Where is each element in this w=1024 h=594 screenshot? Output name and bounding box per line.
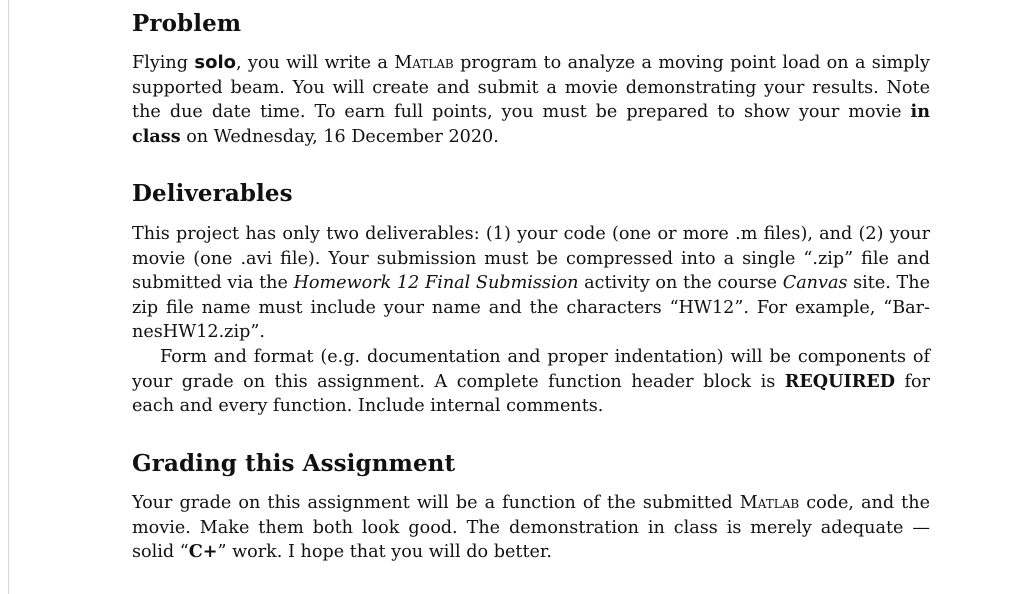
grading-heading: Grading this Assignment bbox=[132, 450, 456, 477]
problem-text-2: , you will write a bbox=[235, 53, 395, 73]
activity-name: Homework 12 Final Submission bbox=[293, 273, 579, 293]
page-left-border bbox=[8, 0, 9, 594]
canvas-name: Canvas bbox=[782, 273, 848, 293]
solo-emphasis: solo bbox=[194, 52, 236, 73]
in-class-emphasis: in class bbox=[132, 101, 930, 147]
deliverables-paragraph-2 bbox=[132, 345, 930, 419]
required-emphasis: REQUIRED bbox=[784, 370, 895, 392]
deliverables-text-b: activity on the course bbox=[578, 273, 783, 293]
grading-text-b: code, and the movie. Make them both look good. The demonstration in class is merely adequate — solid “ bbox=[132, 493, 930, 562]
grade-emphasis: C+ bbox=[188, 541, 218, 562]
deliverables-text-e: for each and every function. Include internal comments. bbox=[132, 371, 931, 416]
matlab-name: Matlab bbox=[394, 53, 454, 73]
matlab-name-2: Matlab bbox=[739, 493, 800, 513]
problem-heading: Problem bbox=[132, 10, 242, 37]
deliverables-paragraph-1 bbox=[132, 222, 930, 345]
grading-paragraph bbox=[132, 491, 930, 565]
problem-text-3: program to analyze a moving point load on a simply supported beam. You will create and submit a movie demonstrating your results. Note the due date time. To earn full points, you must be prepared to show your movie bbox=[132, 53, 930, 122]
grading-text-c: ” work. I hope that you will do better. bbox=[217, 542, 552, 562]
deliverables-text-d: Form and format (e.g. documentation and proper indentation) will be components of your grade on this assignment. A complete function header block is bbox=[132, 347, 930, 392]
deliverables-heading: Deliverables bbox=[132, 180, 293, 207]
problem-paragraph bbox=[132, 51, 930, 149]
deliverables-text-c: site. The zip file name must include your name and the characters “HW12”. For example, “Bar-nesHW12.zip”. bbox=[132, 273, 930, 342]
problem-text-1: Flying bbox=[132, 53, 195, 73]
problem-text-4: on Wednesday, 16 December 2020. bbox=[180, 126, 499, 147]
deliverables-text-a: This project has only two deliverables: (1) your code (one or more .m files), and (2) your movie (one .avi file). Your submission must be compressed into a single “.zip” file and submitted via the bbox=[132, 224, 930, 293]
grading-text-a: Your grade on this assignment will be a function of the submitted bbox=[132, 493, 740, 513]
